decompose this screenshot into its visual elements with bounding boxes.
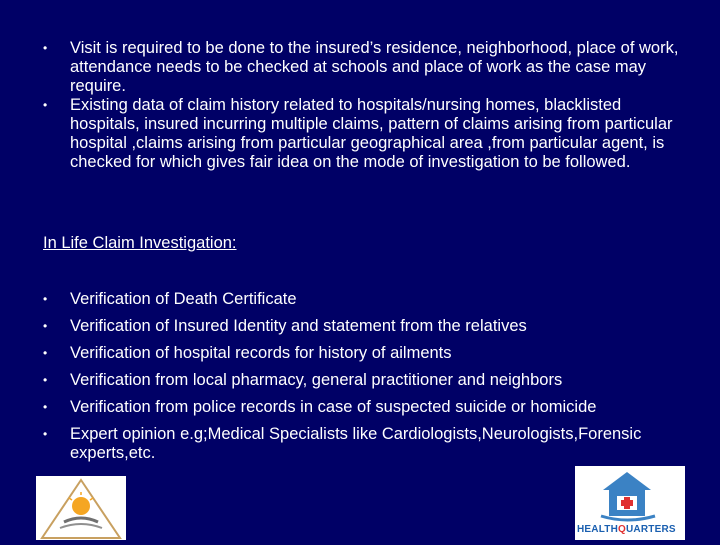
list-item [40, 96, 680, 172]
bullet-icon: • [43, 41, 48, 55]
list-item [40, 39, 680, 96]
list-item [40, 425, 680, 463]
bullet-icon: • [43, 373, 48, 387]
section-heading: In Life Claim Investigation: [43, 234, 237, 252]
bullet-icon: • [43, 98, 48, 112]
house-icon [575, 466, 685, 524]
list-item [40, 371, 680, 390]
bullet-text: Verification of hospital records for history of ailments [70, 344, 452, 362]
life-claim-bullet-list [40, 290, 680, 471]
bullet-text: Expert opinion e.g;Medical Specialists like Cardiologists,Neurologists,Forensic experts,etc. [70, 425, 642, 462]
bullet-text: Verification of Death Certificate [70, 290, 297, 308]
bullet-icon: • [43, 427, 48, 441]
bullet-text: Existing data of claim history related to hospitals/nursing homes, blacklisted hospitals, insured incurring multiple claims, pattern of claims arising from particular hospital ,claims arising from particular geographical area ,from particular agent, is checked for which gives fair idea on the mode of investigation to be followed. [70, 96, 673, 171]
emblem-logo [36, 476, 126, 540]
logo-wordmark-part: Q [618, 524, 626, 535]
list-item [40, 290, 680, 309]
bullet-text: Verification from police records in case of suspected suicide or homicide [70, 398, 597, 416]
bullet-icon: • [43, 400, 48, 414]
bullet-icon: • [43, 292, 48, 306]
bullet-text: Verification from local pharmacy, general practitioner and neighbors [70, 371, 563, 389]
bullet-icon: • [43, 346, 48, 360]
healthquarters-logo [575, 466, 685, 540]
bullet-text: Verification of Insured Identity and statement from the relatives [70, 317, 527, 335]
bullet-icon: • [43, 319, 48, 333]
bullet-text: Visit is required to be done to the insured’s residence, neighborhood, place of work, attendance needs to be checked at schools and place of work as the case may require. [70, 39, 679, 95]
list-item [40, 398, 680, 417]
logo-wordmark [577, 524, 676, 535]
emblem-icon [36, 476, 126, 540]
top-bullet-list [40, 39, 680, 172]
logo-wordmark-part: HEALTH [577, 524, 619, 535]
list-item [40, 317, 680, 336]
logo-wordmark-part: UARTERS [626, 524, 676, 535]
list-item [40, 344, 680, 363]
